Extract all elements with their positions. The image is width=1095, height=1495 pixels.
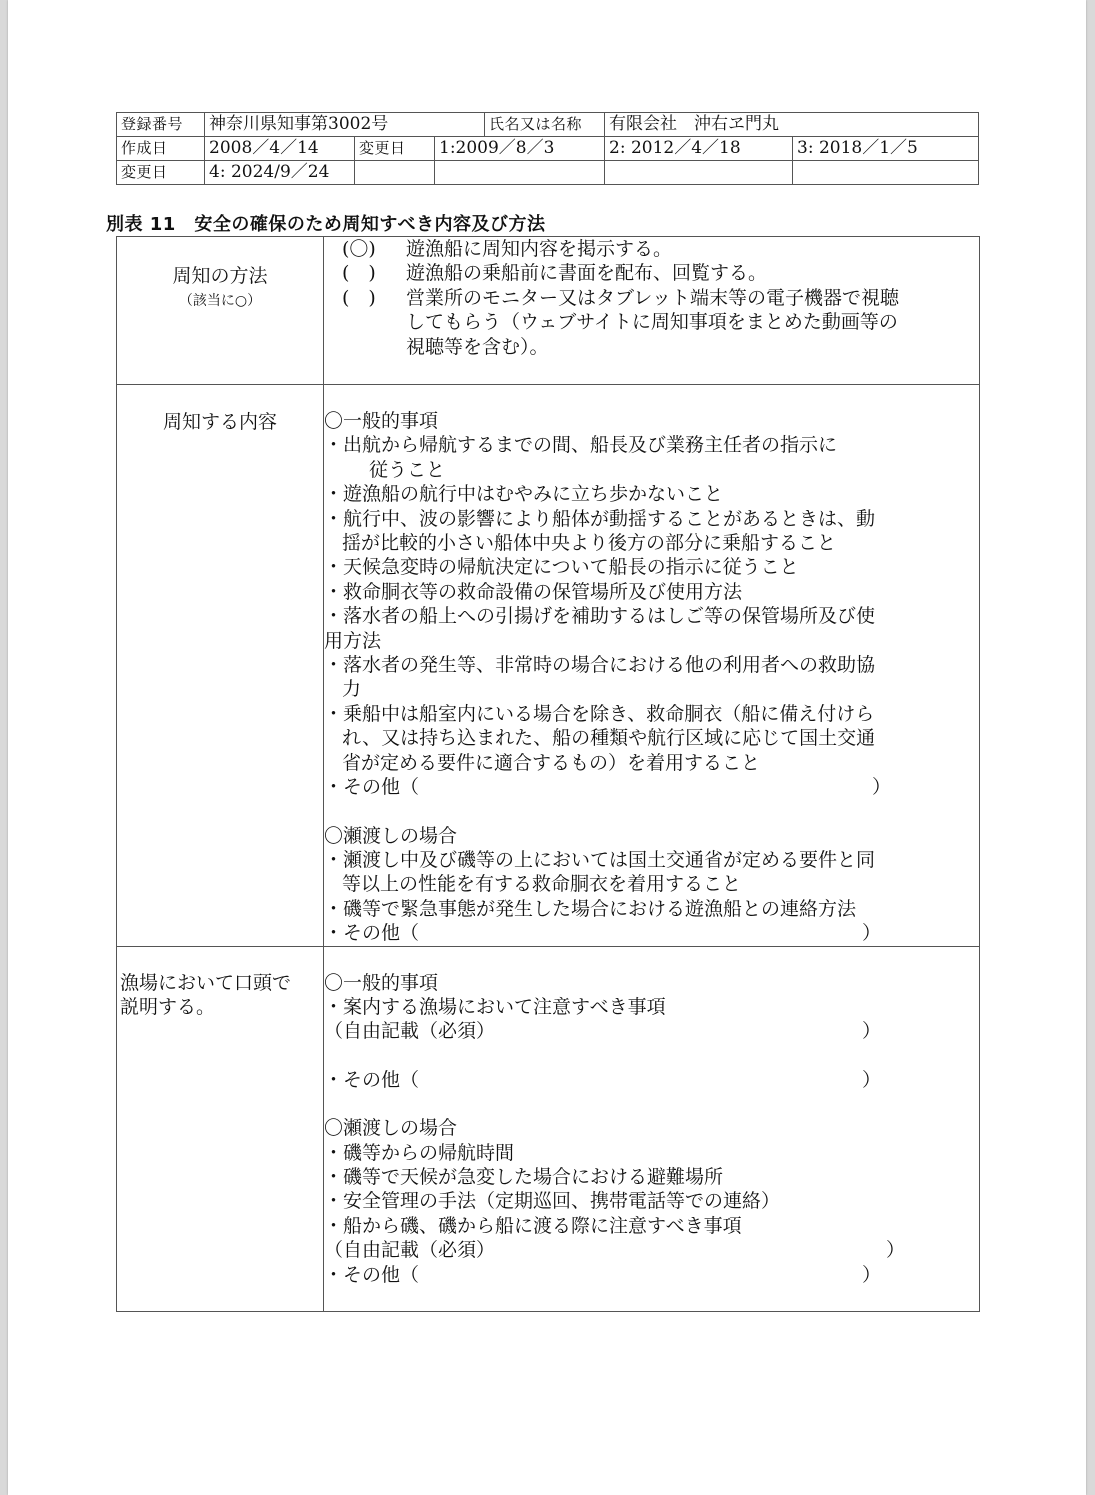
content-item-cont: 従うこと — [369, 458, 446, 481]
oral-item: ・案内する漁場において注意すべき事項 — [324, 995, 666, 1018]
content-label: 周知する内容 — [162, 411, 277, 433]
free-entry-label: （自由記載（必須） — [324, 1239, 496, 1262]
content-item: ・瀬渡し中及び磯等の上においては国土交通省が定める要件と同 — [324, 848, 876, 871]
content-item: ・遊漁船の航行中はむやみに立ち歩かないこと — [324, 483, 724, 506]
seto-heading: 〇瀬渡しの場合 — [324, 824, 458, 847]
method-option-3-cont: してもらう（ウェブサイトに周知事項をまとめた動画等の — [406, 311, 898, 334]
oral-item-free — [324, 1238, 979, 1262]
method-row — [117, 237, 980, 385]
change-date-1: 1:2009／8／3 — [435, 137, 605, 161]
header-row-3 — [117, 161, 979, 185]
change-date-4: 4: 2024/9／24 — [205, 161, 355, 185]
content-item-cont: 省が定める要件に適合するもの）を着用すること — [342, 751, 761, 774]
empty-cell — [435, 161, 605, 185]
close-paren: ） — [872, 776, 892, 799]
content-item-cont: 等以上の性能を有する救命胴衣を着用すること — [342, 873, 742, 896]
operator-name-value: 有限会社 沖右ヱ門丸 — [605, 113, 979, 137]
option-mark: (〇) — [342, 238, 376, 260]
general-heading: 〇一般的事項 — [324, 410, 439, 432]
option-mark: ( ) — [342, 286, 376, 309]
close-paren: ） — [862, 1263, 882, 1286]
method-option-1 — [324, 237, 979, 261]
oral-row — [117, 946, 980, 1311]
content-item-cont: 揺が比較的小さい船体中央より後方の部分に乗船すること — [342, 532, 837, 555]
other-label: ・その他（ — [324, 922, 420, 945]
content-item: ・落水者の船上への引揚げを補助するはしご等の保管場所及び使 — [324, 605, 876, 628]
registration-header-table — [116, 112, 979, 185]
document-page — [8, 0, 1086, 1495]
option-text: 遊漁船に周知内容を掲示する。 — [406, 238, 673, 260]
oral-seto-heading: 〇瀬渡しの場合 — [324, 1117, 458, 1140]
content-label-cell — [117, 385, 324, 947]
other-label: ・その他（ — [324, 1068, 420, 1091]
content-item: ・航行中、波の影響により船体が動揺することがあるときは、動 — [324, 507, 876, 530]
change-date-3: 3: 2018／1／5 — [793, 137, 979, 161]
content-item-cont: れ、又は持ち込まれた、船の種類や航行区域に応じて国土交通 — [342, 727, 876, 750]
method-label-cell — [117, 237, 324, 385]
close-paren: ） — [862, 922, 882, 945]
method-option-3-cont: 視聴等を含む）。 — [406, 335, 549, 358]
method-sublabel: （該当に○） — [178, 293, 262, 309]
header-row-1 — [117, 113, 979, 137]
content-row — [117, 385, 980, 947]
content-item-cont: 用方法 — [324, 629, 382, 652]
safety-notice-table — [116, 236, 980, 1312]
changed-date-label: 変更日 — [355, 137, 435, 161]
oral-item-other — [324, 1263, 979, 1287]
registration-number-value: 神奈川県知事第3002号 — [205, 113, 485, 137]
method-options-cell — [324, 237, 980, 385]
content-item: ・乗船中は船室内にいる場合を除き、救命胴衣（船に備え付けら — [324, 702, 875, 725]
free-entry-label: （自由記載（必須） — [324, 1020, 496, 1043]
close-paren: ） — [862, 1068, 882, 1091]
close-paren: ） — [886, 1239, 906, 1262]
operator-name-label: 氏名又は名称 — [485, 113, 605, 137]
close-paren: ） — [862, 1020, 882, 1043]
method-option-2 — [324, 261, 979, 285]
change-date-2: 2: 2012／4／18 — [605, 137, 793, 161]
content-items-cell — [324, 385, 980, 947]
created-date-label: 作成日 — [117, 137, 205, 161]
section-title: 別表 11 安全の確保のため周知すべき内容及び方法 — [106, 214, 546, 235]
content-item-other — [324, 775, 979, 799]
oral-item: ・船から磯、磯から船に渡る際に注意すべき事項 — [324, 1214, 742, 1237]
oral-item-free — [324, 1019, 979, 1043]
created-date-value: 2008／4／14 — [205, 137, 355, 161]
content-item-other — [324, 921, 979, 945]
oral-label-line1: 漁場において口頭で — [120, 971, 292, 994]
other-label: ・その他（ — [324, 1263, 420, 1286]
content-item: ・天候急変時の帰航決定について船長の指示に従うこと — [324, 556, 799, 579]
empty-cell — [605, 161, 793, 185]
oral-item: ・磯等で天候が急変した場合における避難場所 — [324, 1165, 724, 1188]
oral-label-cell — [117, 946, 324, 1311]
empty-cell — [355, 161, 435, 185]
content-item: ・出航から帰航するまでの間、船長及び業務主任者の指示に — [324, 434, 838, 457]
oral-items-cell — [324, 946, 980, 1311]
header-row-2 — [117, 137, 979, 161]
oral-item: ・安全管理の手法（定期巡回、携帯電話等での連絡） — [324, 1190, 781, 1213]
oral-item: ・磯等からの帰航時間 — [324, 1141, 515, 1164]
changed-date-label-2: 変更日 — [117, 161, 205, 185]
content-item: ・磯等で緊急事態が発生した場合における遊漁船との連絡方法 — [324, 897, 857, 920]
method-option-3 — [324, 286, 979, 310]
option-mark: ( ) — [342, 262, 376, 285]
oral-item-other — [324, 1068, 979, 1092]
option-text: 遊漁船の乗船前に書面を配布、回覧する。 — [406, 262, 768, 285]
option-text: 営業所のモニター又はタブレット端末等の電子機器で視聴 — [406, 286, 900, 309]
oral-label-line2: 説明する。 — [120, 995, 216, 1018]
content-item: ・救命胴衣等の救命設備の保管場所及び使用方法 — [324, 580, 743, 603]
empty-cell — [793, 161, 979, 185]
oral-general-heading: 〇一般的事項 — [324, 971, 439, 994]
content-item-cont: 力 — [342, 678, 362, 701]
method-label: 周知の方法 — [172, 265, 268, 287]
registration-number-label: 登録番号 — [117, 113, 205, 137]
other-label: ・その他（ — [324, 776, 420, 799]
content-item: ・落水者の発生等、非常時の場合における他の利用者への救助協 — [324, 654, 876, 677]
